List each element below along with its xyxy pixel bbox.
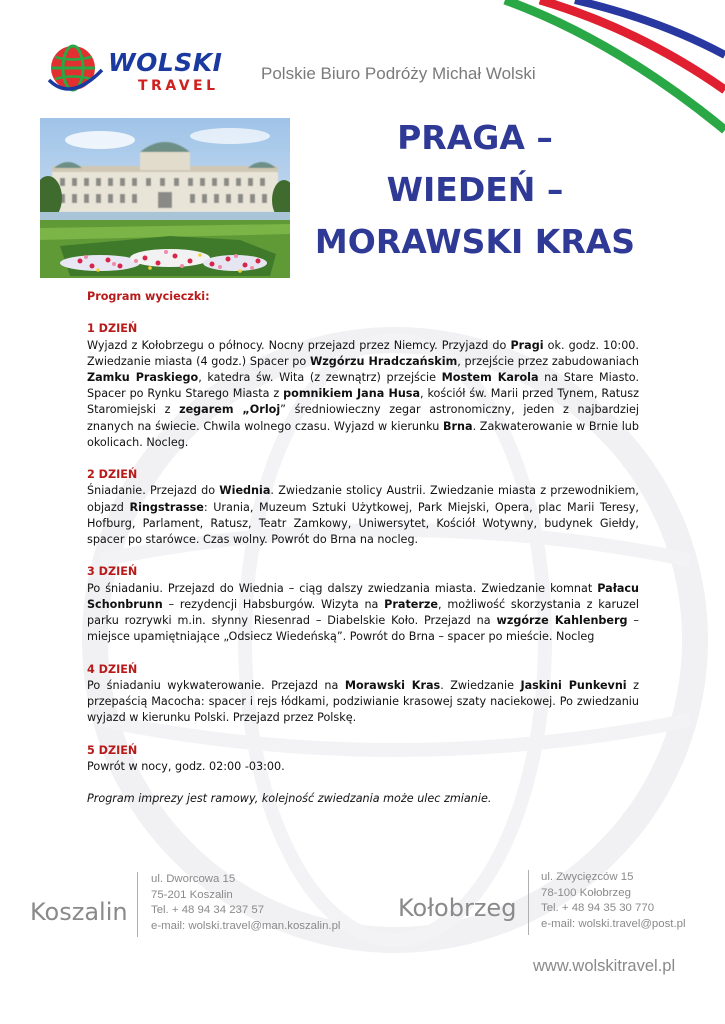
text-segment: , możliwość skorzystania z karuzel parku rozrywki m.in. słynny Riesenrad – Diabelskie Koło. Przejazd na: [87, 597, 639, 628]
day-heading: 1 DZIEŃ: [87, 322, 138, 336]
day-description: [87, 581, 639, 646]
text-segment: Powrót w nocy, godz. 02:00 -03:00.: [87, 759, 285, 773]
highlighted-place: Pragi: [510, 338, 544, 352]
office-city-koszalin: Koszalin: [30, 898, 128, 926]
highlighted-place: pomnikiem Jana Husa: [283, 387, 420, 401]
highlighted-place: Wiednia: [219, 484, 271, 498]
text-segment: ” średniowieczny zegar astronomiczny, jeden z najbardziej znanych na świecie. Chwila wolnego czasu. Wyjazd w kierunku: [87, 403, 639, 433]
office-street: ul. Zwycięzców 15: [541, 871, 634, 883]
footer-divider: [528, 870, 529, 935]
office-postal: 78-100 Kołobrzeg: [541, 886, 631, 899]
logo-wordmark: WOLSKI: [108, 48, 223, 77]
agency-tagline: Polskie Biuro Podróży Michał Wolski: [261, 64, 536, 83]
program-content: [87, 289, 639, 807]
highlighted-place: zegarem „Orloj: [179, 403, 281, 417]
palace-photo: [40, 118, 290, 278]
title-line-1: PRAGA –: [397, 118, 553, 157]
day-description: [87, 678, 639, 727]
day-description: [87, 759, 639, 775]
program-heading: Program wycieczki:: [87, 290, 210, 303]
highlighted-place: Ringstrasse: [129, 500, 204, 514]
day-heading: 2 DZIEŃ: [87, 468, 138, 482]
office-email[interactable]: e-mail: wolski.travel@post.pl: [541, 917, 686, 930]
office-phone: Tel. + 48 94 35 30 770: [541, 902, 655, 914]
program-note: Program imprezy jest ramowy, kolejność zwiedzania może ulec zmianie.: [87, 792, 492, 806]
text-segment: – miejsce upamiętniające „Odsiecz Wiedeńską”. Powrót do Brna – spacer po mieście. Nocleg: [87, 614, 639, 644]
highlighted-place: Zamku Praskiego: [87, 371, 199, 384]
highlighted-place: Praterze: [384, 597, 438, 611]
title-line-3: MORAWSKI KRAS: [314, 222, 636, 261]
text-segment: , katedra św. Wita (z zewnątrz) przejście: [198, 371, 442, 384]
footer-contacts: [0, 860, 725, 1020]
text-segment: : Urania, Muzeum Sztuki Użytkowej, Park Miejski, Opera, plac Marii Teresy, Hofburg, Parlament, Ratusz, Teatr Zamkowy, Uniwersytet, Kościół Wotywny, budynek Giełdy, spacer po starówce. Czas wolny. Powrót do Brna na nocleg.: [87, 500, 639, 547]
text-segment: – rezydencji Habsburgów. Wizyta na: [162, 597, 385, 611]
website-link[interactable]: www.wolskitravel.pl: [533, 957, 676, 975]
text-segment: Wyjazd z Kołobrzegu o północy. Nocny przejazd przez Niemcy. Przyjazd do: [87, 338, 511, 352]
text-segment: Po śniadaniu. Przejazd do Wiednia – ciąg dalszy zwiedzania miasta. Zwiedzanie komnat: [87, 581, 598, 595]
text-segment: Śniadanie. Przejazd do: [87, 484, 220, 498]
office-address-kolobrzeg: [541, 870, 686, 932]
day-description: [87, 483, 639, 548]
day-heading: 4 DZIEŃ: [87, 662, 138, 676]
text-segment: . Zwiedzanie: [440, 678, 521, 692]
program-days: [87, 305, 639, 775]
office-city-kolobrzeg: Kołobrzeg: [398, 894, 517, 922]
text-segment: . Zakwaterowanie w Brnie lub okolicach. Nocleg.: [87, 419, 639, 449]
globe-logo-icon: [46, 40, 106, 100]
office-street: ul. Dworcowa 15: [151, 873, 236, 885]
highlighted-place: wzgórze Kahlenberg: [496, 614, 628, 628]
text-segment: ok. godz. 10:00. Zwiedzanie miasta (4 godz.) Spacer po: [87, 338, 639, 368]
text-segment: , przejście przez zabudowaniach: [457, 354, 640, 368]
text-segment: , kościół św. Marii przed Tynem, Ratusz Staromiejski z: [87, 387, 639, 417]
footer-divider: [137, 872, 138, 937]
highlighted-place: Pałacu Schonbrunn: [87, 581, 639, 611]
highlighted-place: Jaskini Punkevni: [520, 678, 627, 692]
office-address-koszalin: [151, 872, 340, 934]
text-segment: na Stare Miasto. Spacer po Rynku Starego Miasta z: [87, 371, 639, 401]
office-phone: Tel. + 48 94 34 237 57: [151, 904, 265, 916]
highlighted-place: Morawski Kras: [344, 678, 441, 692]
text-segment: Po śniadaniu wykwaterowanie. Przejazd na: [87, 678, 345, 692]
text-segment: . Zwiedzanie stolicy Austrii. Zwiedzanie miasta z przewodnikiem, objazd: [87, 484, 639, 514]
highlighted-place: Brna: [443, 419, 473, 433]
logo-subtitle: TRAVEL: [138, 78, 219, 94]
highlighted-place: Wzgórzu Hradczańskim: [309, 354, 458, 368]
title-line-2: WIEDEŃ –: [386, 170, 564, 209]
office-email[interactable]: e-mail: wolski.travel@man.koszalin.pl: [151, 919, 341, 932]
highlighted-place: Mostem Karola: [441, 371, 539, 384]
text-segment: z przepaścią Macocha: spacer i rejs łódkami, podziwianie krasowej szaty naciekowej. Po zwiedzaniu wyjazd w kierunku Polski. Przejazd przez Polskę.: [87, 678, 639, 725]
office-postal: 75-201 Koszalin: [151, 888, 233, 901]
day-description: [87, 338, 639, 451]
day-heading: 3 DZIEŃ: [87, 565, 138, 579]
wolski-travel-logo: [46, 40, 246, 100]
tour-title: [300, 112, 650, 268]
day-heading: 5 DZIEŃ: [87, 743, 138, 757]
